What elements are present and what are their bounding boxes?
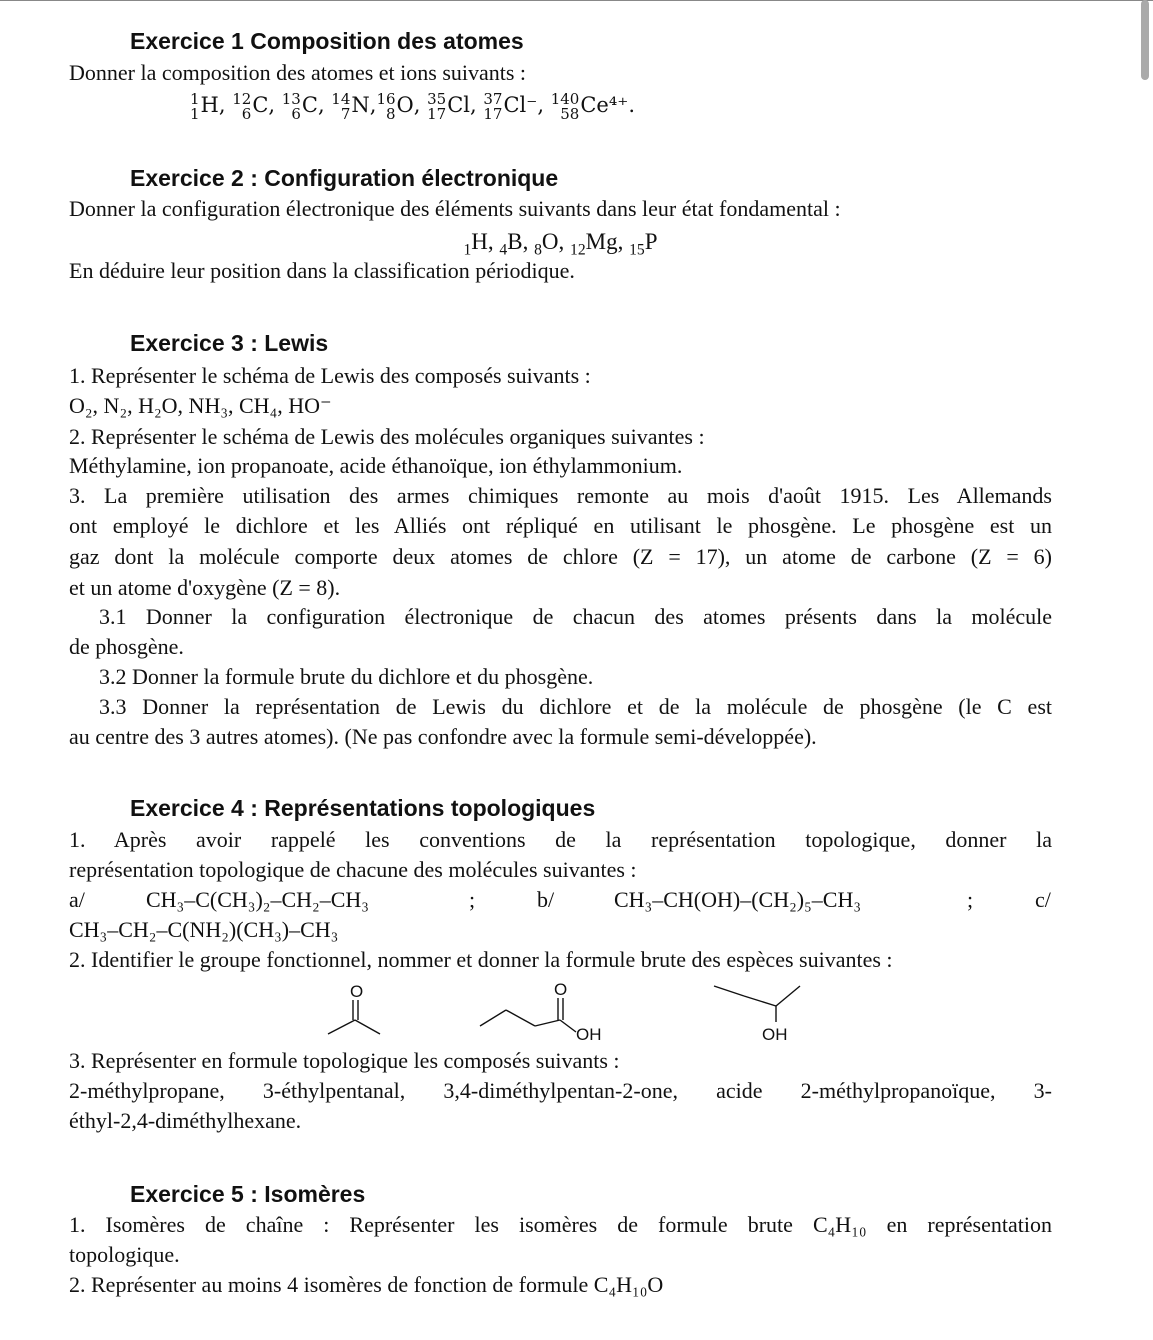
element-3 — [570, 229, 618, 259]
exercise-2-deduce: En déduire leur position dans la classification périodique. — [69, 258, 575, 283]
exercise-3-q33-line2: au centre des 3 autres atomes). (Ne pas confondre avec la formule semi-développée). — [69, 724, 817, 749]
exercise-3-q1-formulas: O₂, N₂, H₂O, NH₃, CH₄, HO⁻ — [69, 393, 332, 418]
exercise-3-q3-line1: 3. La première utilisation des armes chimiques remonte au mois d'août 1915. Les Allemands — [69, 483, 1052, 508]
separator: . — [628, 93, 636, 117]
mass-number: 16 — [376, 89, 396, 108]
isotope-3 — [331, 88, 369, 122]
exercise-4-q3-line2: 2-méthylpropane, 3-éthylpentanal, 3,4-diméthylpentan-2-one, acide 2-méthylpropanoïque, 3- — [69, 1078, 1052, 1103]
exercise-3-q3-line2: ont employé le dichlore et les Alliés ont répliqué en utilisant le phosgène. Le phosgène est un — [69, 513, 1052, 538]
mass-number: 140 — [550, 89, 580, 108]
acid-oxygen-label: O — [554, 980, 568, 999]
formula-a-label: a/ — [69, 887, 85, 912]
exercise-3-q1: 1. Représenter le schéma de Lewis des composés suivants : — [69, 363, 591, 388]
molecule-acetone — [320, 978, 400, 1044]
atomic-number: 1 — [463, 241, 472, 259]
mass-number: 35 — [427, 89, 447, 108]
atomic-number: 6 — [241, 104, 252, 123]
mass-number: 1 — [190, 89, 200, 108]
element-4 — [629, 229, 658, 259]
atomic-number: 17 — [483, 104, 503, 123]
exercise-3-q3-line3: gaz dont la molécule comporte deux atomes de chlore (Z = 17), un atome de carbone (Z = 6) — [69, 544, 1052, 569]
atomic-number: 58 — [560, 104, 580, 123]
separator: , — [218, 93, 233, 117]
element-symbol: H — [200, 93, 219, 117]
element-symbol: Ce⁴⁺ — [580, 93, 629, 117]
molecule-butanoic-acid — [480, 978, 620, 1054]
separator: , — [617, 229, 630, 254]
separator: , — [413, 93, 428, 117]
atomic-number: 12 — [570, 241, 586, 259]
separator-b: ; — [967, 887, 974, 912]
exercise-5-q1-line2: topologique. — [69, 1242, 180, 1267]
exercise-3-q33-line1: 3.3 Donner la représentation de Lewis du dichlore et de la molécule de phosgène (le C est — [99, 694, 1052, 719]
element-symbol: O — [396, 93, 414, 117]
molecule-alcohol — [714, 978, 814, 1054]
exercise-2-instruction: Donner la configuration électronique des éléments suivants dans leur état fondamental : — [69, 196, 841, 221]
exercise-3-title: Exercice 3 : Lewis — [130, 330, 329, 356]
element-symbol: H — [471, 229, 488, 254]
isotope-2 — [282, 88, 318, 122]
alcohol-skeleton — [714, 978, 814, 1048]
acetone-skeleton — [320, 978, 400, 1038]
formula-c: CH₃–CH₂–C(NH₂)(CH₃)–CH₃ — [69, 917, 339, 942]
separator: , — [487, 229, 500, 254]
isotope-0 — [190, 88, 219, 122]
element-symbol: P — [644, 229, 658, 254]
atomic-number: 6 — [291, 104, 301, 123]
atomic-number: 15 — [629, 241, 645, 259]
mass-number: 14 — [331, 89, 351, 108]
atomic-number: 4 — [499, 241, 508, 259]
exercise-4-q3: 3. Représenter en formule topologique les composés suivants : — [69, 1048, 620, 1073]
atomic-number: 1 — [190, 104, 200, 123]
element-2 — [534, 229, 559, 259]
element-symbol: O — [541, 229, 559, 254]
element-0 — [463, 229, 488, 259]
separator-a: ; — [469, 887, 476, 912]
formula-c-label: c/ — [1035, 887, 1051, 912]
element-symbol: B — [507, 229, 523, 254]
exercise-3-q2: 2. Représenter le schéma de Lewis des molécules organiques suivantes : — [69, 424, 705, 449]
isotope-6 — [483, 88, 537, 122]
exercise-5-q2: 2. Représenter au moins 4 isomères de fonction de formule C₄H₁₀O — [69, 1272, 664, 1297]
element-symbol: Cl — [447, 93, 471, 117]
element-symbol: N — [351, 93, 370, 117]
exercise-4-q2: 2. Identifier le groupe fonctionnel, nommer et donner la formule brute des espèces suivantes : — [69, 947, 893, 972]
separator: , — [317, 93, 332, 117]
exercise-5-title: Exercice 5 : Isomères — [130, 1181, 366, 1207]
atomic-number: 8 — [534, 241, 542, 259]
formula-b-label: b/ — [537, 887, 555, 912]
isotope-1 — [232, 88, 268, 122]
exercise-3-q31-line1: 3.1 Donner la configuration électronique de chacun des atomes présents dans la molécule — [99, 604, 1052, 629]
separator: , — [268, 93, 282, 117]
exercise-3-q32: 3.2 Donner la formule brute du dichlore et du phosgène. — [99, 664, 594, 689]
acid-hydroxyl-label: OH — [576, 1025, 602, 1044]
separator: , — [522, 229, 535, 254]
acetone-oxygen-label: O — [350, 982, 364, 1001]
scrollbar-thumb[interactable] — [1141, 0, 1149, 80]
atomic-number: 8 — [386, 104, 396, 123]
formula-b: CH₃–CH(OH)–(CH₂)₅–CH₃ — [614, 887, 862, 912]
exercise-1-title: Exercice 1 Composition des atomes — [130, 28, 524, 54]
separator: , — [470, 93, 484, 117]
atomic-number: 7 — [340, 104, 351, 123]
mass-number: 13 — [281, 89, 301, 108]
isotope-7 — [551, 88, 629, 122]
exercise-4-q3-line3: éthyl-2,4-diméthylhexane. — [69, 1108, 302, 1133]
element-1 — [499, 229, 523, 259]
exercise-5-q1-line1: 1. Isomères de chaîne : Représenter les isomères de formule brute C₄H₁₀ en représentation — [69, 1212, 1052, 1237]
exercise-3-q2-list: Méthylamine, ion propanoate, acide éthanoïque, ion éthylammonium. — [69, 453, 683, 478]
isotope-5 — [427, 88, 470, 122]
exercise-1-instruction: Donner la composition des atomes et ions suivants : — [69, 60, 527, 85]
mass-number: 12 — [232, 89, 252, 108]
element-symbol: C — [301, 93, 318, 117]
separator: , — [558, 229, 571, 254]
separator: , — [537, 93, 551, 117]
alcohol-hydroxyl-label: OH — [762, 1025, 788, 1044]
separator: , — [369, 93, 377, 117]
exercise-4-title: Exercice 4 : Représentations topologiques — [130, 795, 596, 821]
exercise-1-species — [190, 88, 790, 122]
exercise-4-q1-line1: 1. Après avoir rappelé les conventions de la représentation topologique, donner la — [69, 827, 1052, 852]
butanoic-acid-skeleton — [480, 978, 620, 1048]
element-symbol: Cl⁻ — [503, 93, 538, 117]
element-symbol: Mg — [585, 229, 618, 254]
mass-number: 37 — [483, 89, 503, 108]
exercise-3-q3-line4: et un atome d'oxygène (Z = 8). — [69, 575, 341, 600]
top-border — [0, 0, 1153, 1]
exercise-4-q1-line2: représentation topologique de chacune des molécules suivantes : — [69, 857, 637, 882]
formula-a: CH₃–C(CH₃)₂–CH₂–CH₃ — [146, 887, 369, 912]
exercise-2-title: Exercice 2 : Configuration électronique — [130, 165, 559, 191]
atomic-number: 17 — [427, 104, 447, 123]
exercise-3-q31-line2: de phosgène. — [69, 634, 184, 659]
element-symbol: C — [252, 93, 269, 117]
isotope-4 — [376, 88, 413, 122]
